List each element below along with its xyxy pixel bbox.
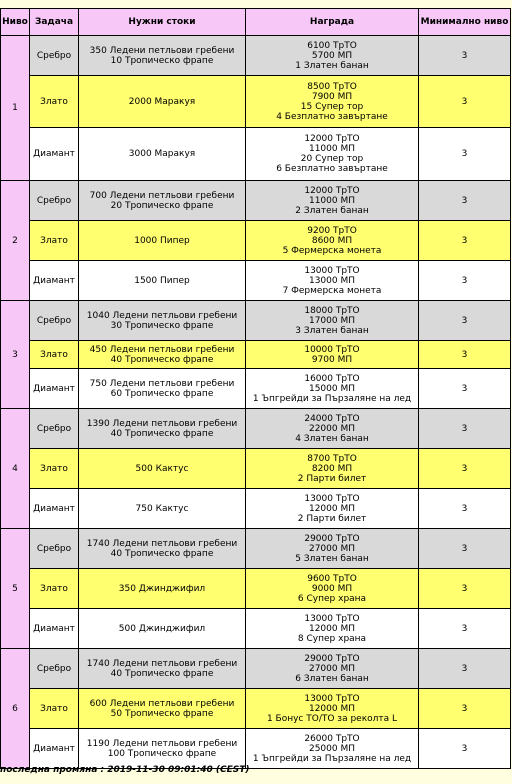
goods-cell (79, 529, 245, 568)
task-cell: Сребро (30, 301, 78, 340)
level-cell: 5 (1, 529, 29, 648)
reward-line: 27000 МП (308, 543, 356, 554)
reward-line: 22000 МП (308, 423, 356, 434)
reward-cell (246, 729, 418, 768)
reward-line: 6 Златен банан (295, 673, 369, 684)
min-level-cell: 3 (419, 341, 510, 368)
reward-cell (246, 36, 418, 75)
reward-cell (246, 128, 418, 180)
goods-line: 450 Ледени петльови гребени (89, 344, 235, 355)
reward-cell (246, 369, 418, 408)
goods-cell (79, 449, 245, 488)
reward-cell (246, 76, 418, 127)
reward-line: 9700 МП (311, 354, 353, 365)
task-cell: Диамант (30, 128, 78, 180)
table-row (1, 221, 510, 260)
quest-table (0, 8, 511, 769)
task-cell: Диамант (30, 261, 78, 300)
level-cell: 2 (1, 181, 29, 300)
reward-line: 12000 МП (308, 503, 356, 514)
reward-line: 29000 ТрТО (304, 533, 360, 544)
goods-line: 1040 Ледени петльови гребени (86, 310, 238, 321)
table-row (1, 569, 510, 608)
min-level-cell: 3 (419, 489, 510, 528)
reward-line: 6 Безплатно завъртане (276, 164, 388, 174)
reward-line: 6100 ТрТО (307, 40, 357, 51)
table-row (1, 181, 510, 220)
reward-line: 1 Златен банан (295, 60, 369, 71)
min-level-cell: 3 (419, 181, 510, 220)
goods-line: 2000 Маракуя (128, 96, 196, 107)
goods-line: 3000 Маракуя (128, 149, 196, 159)
goods-cell (79, 261, 245, 300)
reward-line: 12000 ТрТО (304, 134, 360, 144)
goods-line: 350 Ледени петльови гребени (89, 45, 235, 56)
goods-cell (79, 341, 245, 368)
task-cell: Сребро (30, 181, 78, 220)
reward-line: 6 Супер храна (297, 593, 367, 604)
task-cell: Злато (30, 341, 78, 368)
reward-line: 8 Супер храна (297, 633, 367, 644)
goods-line: 700 Ледени петльови гребени (89, 190, 235, 201)
header-task: Задача (30, 9, 78, 35)
reward-line: 8200 МП (311, 463, 353, 474)
goods-line: 500 Кактус (135, 463, 189, 474)
reward-cell (246, 489, 418, 528)
reward-line: 26000 ТрТО (304, 733, 360, 744)
table-row (1, 489, 510, 528)
reward-line: 7 Фермерска монета (282, 285, 382, 296)
header-row (1, 9, 510, 35)
goods-cell (79, 569, 245, 608)
goods-cell (79, 409, 245, 448)
goods-cell (79, 76, 245, 127)
goods-cell (79, 181, 245, 220)
reward-cell (246, 609, 418, 648)
reward-line: 5 Фермерска монета (282, 245, 382, 256)
reward-line: 4 Безплатно завъртане (276, 111, 388, 122)
reward-cell (246, 301, 418, 340)
table-row (1, 409, 510, 448)
goods-line: 350 Джинджифил (118, 583, 206, 594)
min-level-cell: 3 (419, 689, 510, 728)
reward-line: 7900 МП (311, 91, 353, 102)
min-level-cell: 3 (419, 221, 510, 260)
reward-line: 12000 ТрТО (304, 185, 360, 196)
goods-line: 50 Тропическо фрапе (110, 708, 214, 719)
task-cell: Сребро (30, 649, 78, 688)
goods-cell (79, 301, 245, 340)
level-cell: 1 (1, 36, 29, 180)
table-row (1, 649, 510, 688)
min-level-cell: 3 (419, 569, 510, 608)
table-row (1, 301, 510, 340)
reward-line: 12000 МП (308, 623, 356, 634)
task-cell: Сребро (30, 409, 78, 448)
goods-cell (79, 609, 245, 648)
reward-cell (246, 649, 418, 688)
reward-line: 15 Супер тор (300, 101, 364, 112)
table-row (1, 36, 510, 75)
reward-line: 13000 МП (308, 275, 356, 286)
goods-line: 1390 Ледени петльови гребени (86, 418, 238, 429)
min-level-cell: 3 (419, 369, 510, 408)
level-cell: 4 (1, 409, 29, 528)
reward-line: 2 Златен банан (295, 205, 369, 216)
reward-line: 9600 ТрТО (307, 573, 357, 584)
reward-line: 10000 ТрТО (304, 344, 360, 355)
goods-cell (79, 729, 245, 768)
reward-cell (246, 409, 418, 448)
goods-line: 1740 Ледени петльови гребени (86, 538, 238, 549)
min-level-cell: 3 (419, 729, 510, 768)
goods-line: 40 Тропическо фрапе (110, 354, 214, 365)
goods-line: 40 Тропическо фрапе (110, 548, 214, 559)
reward-line: 13000 ТрТО (304, 613, 360, 624)
reward-cell (246, 689, 418, 728)
task-cell: Злато (30, 689, 78, 728)
level-cell: 3 (1, 301, 29, 408)
goods-line: 500 Джинджифил (118, 623, 206, 634)
goods-line: 30 Тропическо фрапе (110, 320, 214, 331)
reward-line: 11000 МП (308, 195, 356, 206)
reward-line: 5 Златен банан (295, 553, 369, 564)
reward-line: 16000 ТрТО (304, 373, 360, 384)
goods-line: 1190 Ледени петльови гребени (86, 738, 238, 749)
goods-line: 1000 Пипер (134, 235, 190, 246)
reward-line: 4 Златен банан (295, 433, 369, 444)
reward-cell (246, 449, 418, 488)
min-level-cell: 3 (419, 76, 510, 127)
goods-cell (79, 36, 245, 75)
reward-cell (246, 569, 418, 608)
reward-cell (246, 529, 418, 568)
reward-line: 1 Бонус ТО/ТО за реколта L (266, 713, 398, 724)
min-level-cell: 3 (419, 128, 510, 180)
goods-cell (79, 221, 245, 260)
goods-line: 600 Ледени петльови гребени (89, 698, 235, 709)
header-level: Ниво (1, 9, 29, 35)
min-level-cell: 3 (419, 609, 510, 648)
task-cell: Сребро (30, 529, 78, 568)
goods-line: 750 Кактус (135, 503, 189, 514)
reward-cell (246, 181, 418, 220)
table-row (1, 449, 510, 488)
reward-line: 8600 МП (311, 235, 353, 246)
min-level-cell: 3 (419, 261, 510, 300)
min-level-cell: 3 (419, 409, 510, 448)
reward-line: 27000 МП (308, 663, 356, 674)
reward-cell (246, 261, 418, 300)
reward-line: 9000 МП (311, 583, 353, 594)
goods-cell (79, 128, 245, 180)
reward-line: 15000 МП (308, 383, 356, 394)
reward-cell (246, 341, 418, 368)
reward-line: 13000 ТрТО (304, 693, 360, 704)
header-reward: Награда (246, 9, 418, 35)
last-modified: последна промяна : 2019-11-30 09:01:40 (CEST) (0, 765, 250, 775)
level-cell: 6 (1, 649, 29, 768)
reward-line: 1 Ъпгрейди за Пързаляне на лед (252, 393, 412, 404)
goods-line: 10 Тропическо фрапе (110, 55, 214, 66)
reward-line: 11000 МП (308, 144, 356, 154)
goods-cell (79, 489, 245, 528)
reward-line: 13000 ТрТО (304, 493, 360, 504)
goods-line: 100 Тропическо фрапе (107, 748, 217, 759)
task-cell: Сребро (30, 36, 78, 75)
table-row (1, 529, 510, 568)
reward-line: 20 Супер тор (300, 154, 364, 164)
reward-line: 2 Парти билет (297, 513, 367, 524)
reward-line: 1 Ъпгрейди за Пързаляне на лед (252, 753, 412, 764)
task-cell: Диамант (30, 609, 78, 648)
goods-cell (79, 369, 245, 408)
min-level-cell: 3 (419, 529, 510, 568)
task-cell: Диамант (30, 729, 78, 768)
table-row (1, 729, 510, 768)
reward-line: 9200 ТрТО (307, 225, 357, 236)
task-cell: Диамант (30, 369, 78, 408)
goods-line: 1740 Ледени петльови гребени (86, 658, 238, 669)
goods-line: 60 Тропическо фрапе (110, 388, 214, 399)
reward-line: 3 Златен банан (295, 325, 369, 336)
table-row (1, 689, 510, 728)
goods-cell (79, 689, 245, 728)
goods-line: 1500 Пипер (134, 275, 190, 286)
task-cell: Злато (30, 569, 78, 608)
reward-line: 29000 ТрТО (304, 653, 360, 664)
task-cell: Злато (30, 76, 78, 127)
reward-line: 8500 ТрТО (307, 81, 357, 92)
reward-line: 2 Парти билет (297, 473, 367, 484)
table-row (1, 341, 510, 368)
table-row (1, 261, 510, 300)
min-level-cell: 3 (419, 301, 510, 340)
min-level-cell: 3 (419, 649, 510, 688)
min-level-cell: 3 (419, 36, 510, 75)
reward-line: 8700 ТрТО (307, 453, 357, 464)
table-body (1, 36, 510, 768)
reward-line: 25000 МП (308, 743, 356, 754)
reward-line: 24000 ТрТО (304, 413, 360, 424)
reward-cell (246, 221, 418, 260)
table-row (1, 128, 510, 180)
table-row (1, 609, 510, 648)
header-min-level: Минимално ниво (419, 9, 510, 35)
goods-line: 40 Тропическо фрапе (110, 428, 214, 439)
reward-line: 17000 МП (308, 315, 356, 326)
goods-line: 750 Ледени петльови гребени (89, 378, 235, 389)
min-level-cell: 3 (419, 449, 510, 488)
task-cell: Злато (30, 221, 78, 260)
reward-line: 13000 ТрТО (304, 265, 360, 276)
reward-line: 5700 МП (311, 50, 353, 61)
reward-line: 18000 ТрТО (304, 305, 360, 316)
task-cell: Злато (30, 449, 78, 488)
task-cell: Диамант (30, 489, 78, 528)
goods-line: 40 Тропическо фрапе (110, 668, 214, 679)
goods-cell (79, 649, 245, 688)
table-row (1, 76, 510, 127)
reward-line: 12000 МП (308, 703, 356, 714)
goods-line: 20 Тропическо фрапе (110, 200, 214, 211)
header-goods: Нужни стоки (79, 9, 245, 35)
table-row (1, 369, 510, 408)
